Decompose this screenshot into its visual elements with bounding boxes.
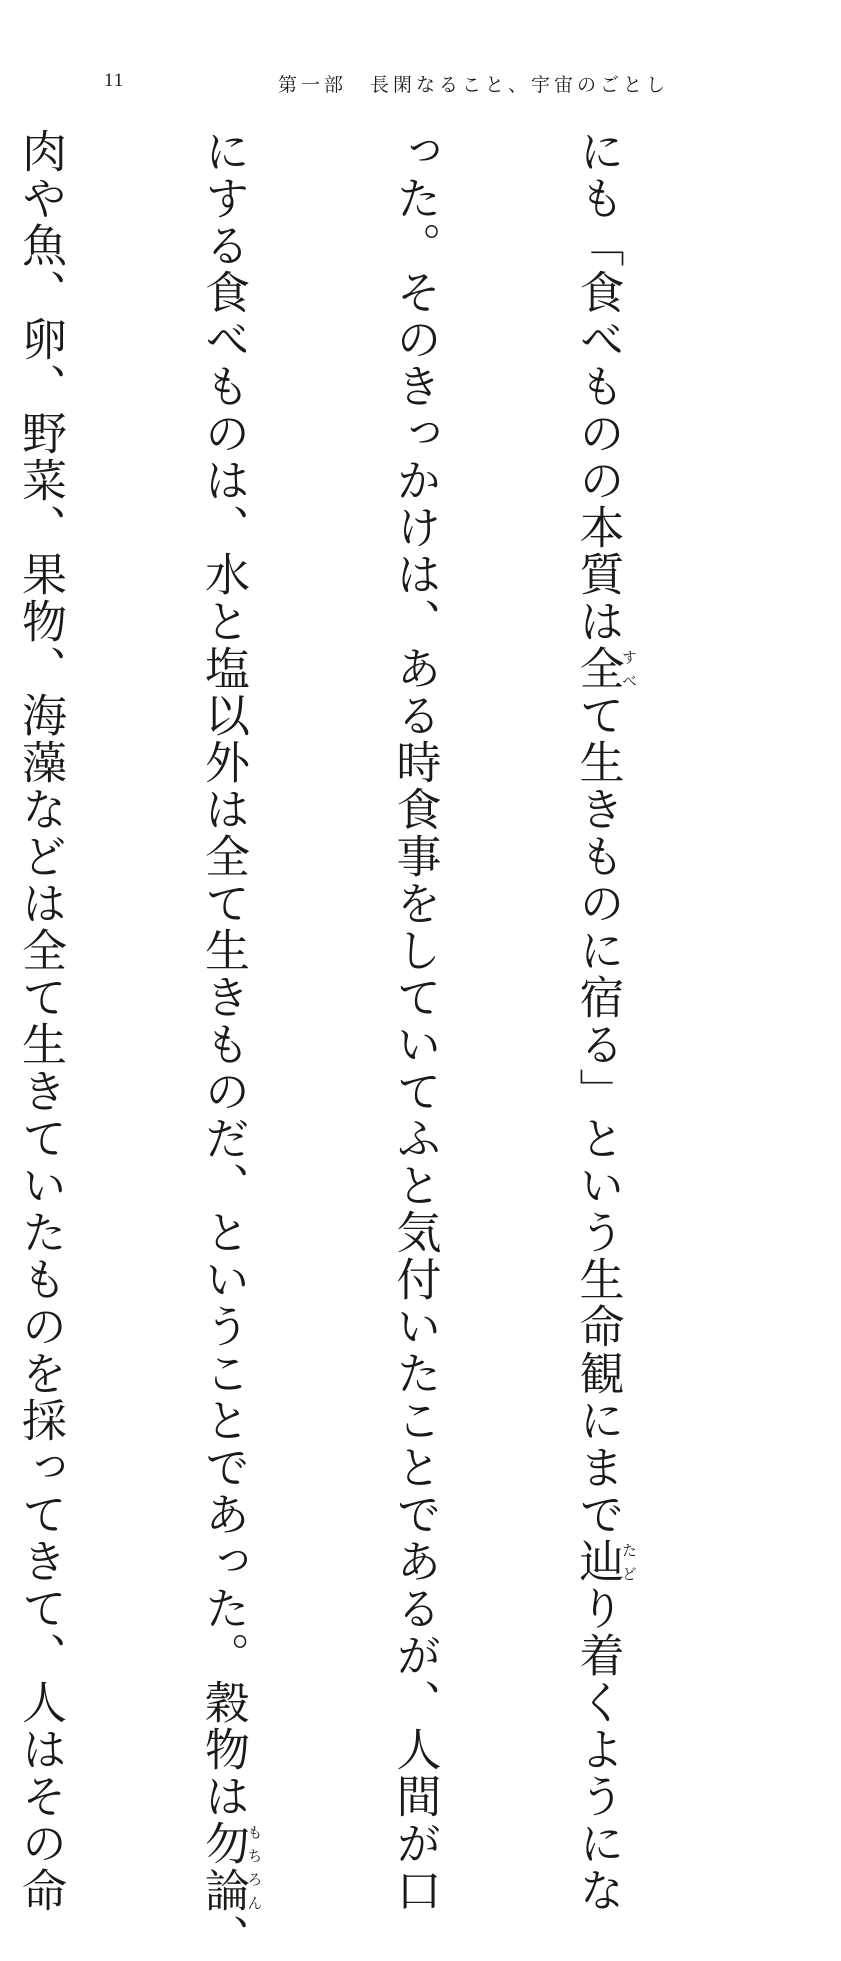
running-title: 第一部 長閑なること、宇宙のごとし <box>278 74 670 96</box>
ruby-mochiron: 勿論もちろん <box>197 1820 264 1914</box>
line-1-part-c: り着くようにな <box>571 1585 625 1914</box>
page-number: 11 <box>104 70 125 91</box>
text-line-4: 肉や魚、卵、野菜、果物、海藻などは全て生きていたものを採ってきて、人はその命 <box>14 128 67 1914</box>
body-text <box>0 128 759 1961</box>
text-line-3: にする食べものは、水と塩以外は全て生きものだ、ということであった。穀物は勿論もちろん、 <box>197 128 264 1961</box>
text-line-2: った。そのきっかけは、ある時食事をしていてふと気付いたことであるが、人間が口 <box>388 128 442 1914</box>
text-line-1 <box>568 128 638 1914</box>
line-1-part-b: て生きものに宿る」という生命観にまで <box>571 692 625 1538</box>
ruby-tado: 辿たど <box>571 1538 638 1585</box>
page-header <box>0 70 841 100</box>
ruby-subete: 全すべ <box>571 645 638 692</box>
line-1-part-a: にも「食べものの本質は <box>571 128 625 645</box>
